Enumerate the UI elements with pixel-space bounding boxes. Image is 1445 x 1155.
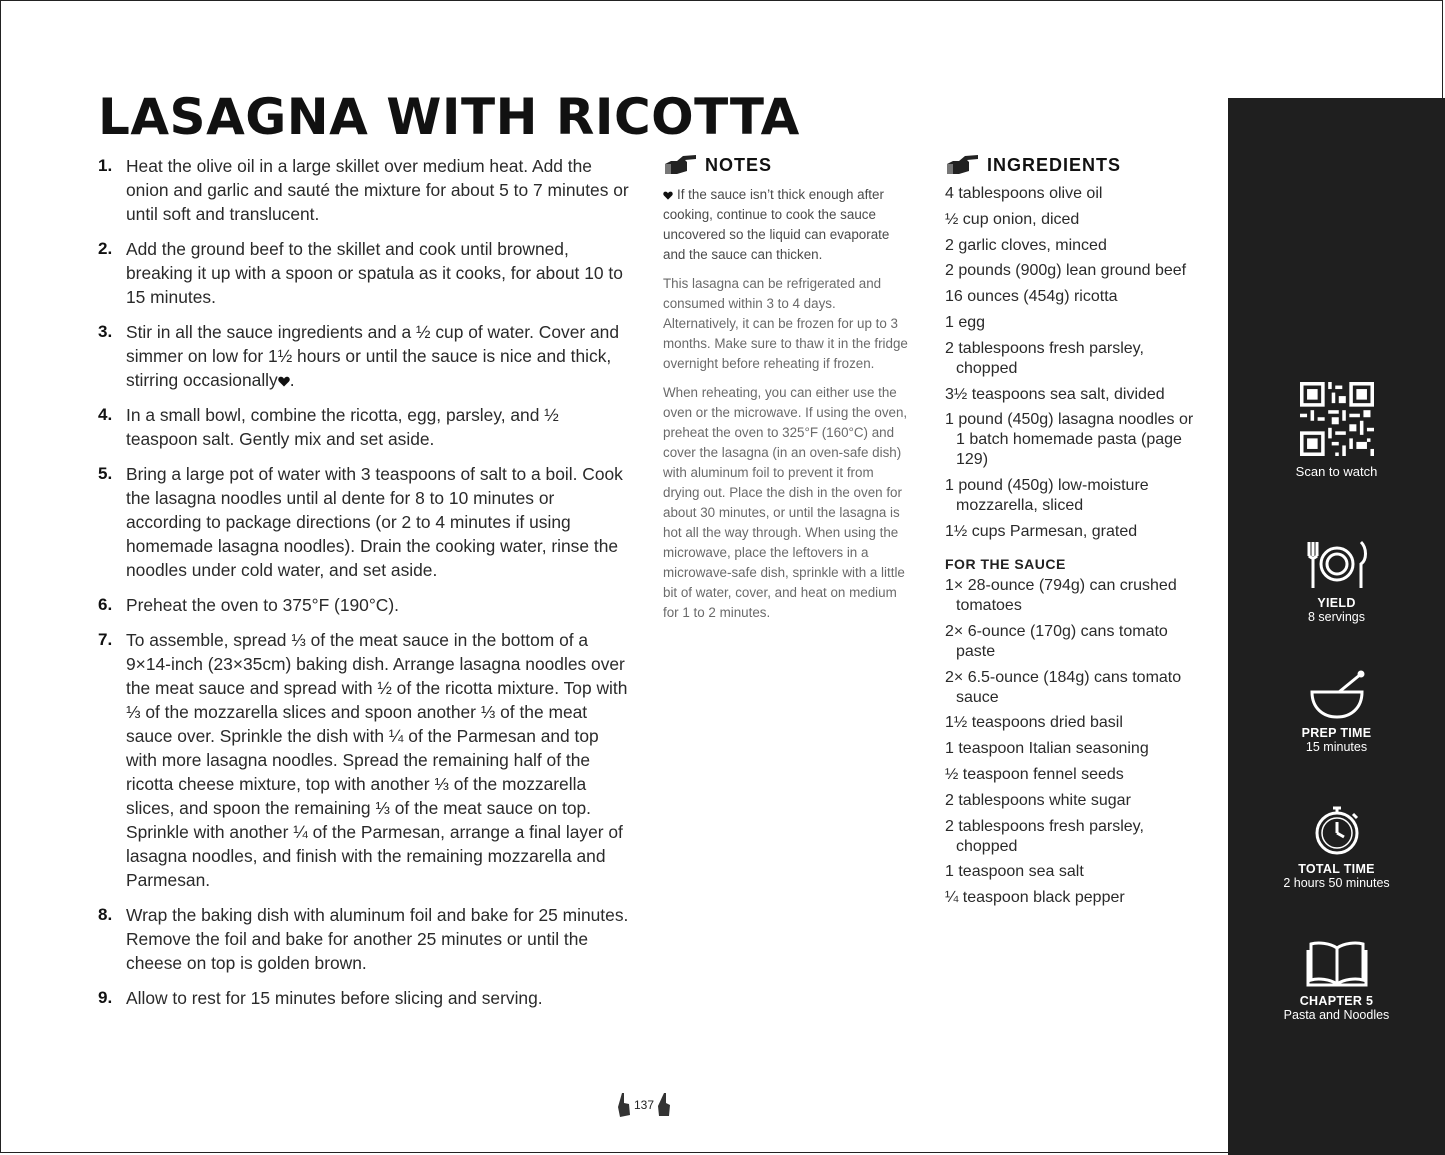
step-item xyxy=(98,237,633,309)
note-paragraph: This lasagna can be refrigerated and consumed within 3 to 4 days. Alternatively, it can be frozen for up to 3 months. Make sure to thaw it in the fridge overnight before reheating if frozen. xyxy=(663,276,908,371)
pointing-hand-icon xyxy=(945,152,981,178)
ingredient-item: 1½ teaspoons dried basil xyxy=(945,714,1123,732)
step-text: To assemble, spread ⅓ of the meat sauce in the bottom of a 9×14-inch (23×35cm) baking dish. Arrange lasagna noodles over the meat sauce and spread with ½ of the ricotta mixture. Top with ⅓ of the mozzarella slices and spoon another ⅓ of the meat sauce over. Sprinkle the dish with ¼ of the Parmesan and top with more lasagna noodles. Spread the remaining half of the ricotta cheese mixture, top with another ⅓ of the mozzarella slices, and spoon the remaining ⅓ of the meat sauce on top. Sprinkle with another ¼ of the Parmesan, arrange a final layer of lasagna noodles, and finish with the remaining mozzarella and Parmesan. xyxy=(126,630,628,890)
ingredient-item: 16 ounces (454g) ricotta xyxy=(945,288,1118,306)
ingredient-item: 2× 6.5-ounce (184g) cans tomato sauce xyxy=(945,668,1182,706)
pointing-hand-icon xyxy=(616,1091,632,1119)
yield-value: 8 servings xyxy=(1308,610,1365,624)
total-time-value: 2 hours 50 minutes xyxy=(1283,876,1390,890)
ingredient-item: 3½ teaspoons sea salt, divided xyxy=(945,385,1165,403)
heart-icon xyxy=(663,191,673,200)
note-paragraph: When reheating, you can either use the oven or the microwave. If using the oven, preheat the oven to 325°F (160°C) and cover the lasagna (in an oven-safe dish) with aluminum foil to prevent it from drying out. Place the dish in the oven for about 30 minutes, or until the lasagna is hot all the way through. When using the microwave, place the leftovers in a microwave-safe dish, sprinkle with a little bit of water, cover, and heat on medium for 1 to 2 minutes. xyxy=(663,385,908,620)
step-item xyxy=(98,154,633,226)
stopwatch-icon xyxy=(1311,804,1363,856)
sauce-heading: FOR THE SAUCE xyxy=(945,555,1066,572)
yield-title: YIELD xyxy=(1317,596,1356,610)
recipe-title: LASAGNA WITH RICOTTA xyxy=(98,88,800,146)
ingredient-item: 4 tablespoons olive oil xyxy=(945,185,1103,202)
step-item xyxy=(98,462,633,582)
step-number: 3. xyxy=(98,322,113,341)
open-book-icon xyxy=(1306,938,1368,988)
mixing-bowl-icon xyxy=(1307,670,1367,720)
plate-cutlery-icon xyxy=(1305,538,1369,590)
heart-icon xyxy=(278,376,290,387)
qr-code-icon[interactable] xyxy=(1300,382,1374,456)
step-text-wrap: Stir in all the sauce ingredients and a ½ cup of water. Cover and simmer on low for 1½ hours or until the sauce is nice and thick, stirring occasionally . xyxy=(126,322,620,390)
step-item xyxy=(98,986,633,1010)
ingredient-item: ¼ teaspoon black pepper xyxy=(945,889,1125,907)
step-item xyxy=(98,903,633,975)
ingredient-item: 1 egg xyxy=(945,313,986,331)
chapter-value: Pasta and Noodles xyxy=(1283,1008,1390,1022)
ingredient-item: 2 pounds (900g) lean ground beef xyxy=(945,262,1187,280)
ingredient-item: 1 teaspoon Italian seasoning xyxy=(945,740,1149,758)
ingredient-item: 1½ cups Parmesan, grated xyxy=(945,522,1138,540)
step-item xyxy=(98,593,633,617)
pointing-hand-icon xyxy=(656,1091,672,1119)
page-number: 137 xyxy=(633,1098,655,1112)
ingredient-item: ½ teaspoon fennel seeds xyxy=(945,765,1124,783)
step-text: Preheat the oven to 375°F (190°C). xyxy=(126,595,399,615)
note-text: If the sauce isn’t thick enough after cooking, continue to cook the sauce uncovered so the liquid can evaporate and the sauce can thicken. xyxy=(663,187,890,262)
notes-section xyxy=(663,150,913,632)
step-number: 4. xyxy=(98,405,113,424)
ingredient-item: 2 garlic cloves, minced xyxy=(945,236,1107,254)
step-text: Bring a large pot of water with 3 teaspoons of salt to a boil. Cook the lasagna noodles until al dente for 8 to 10 minutes or according to package directions (or 2 to 4 minutes if using homemade lasagna noodles). Drain the cooking water, rinse the noodles under cold water, and set aside. xyxy=(126,464,623,580)
recipe-sidebar xyxy=(1228,98,1445,1155)
ingredient-item: 2 tablespoons white sugar xyxy=(945,791,1131,809)
ingredients-heading: INGREDIENTS xyxy=(987,154,1122,175)
step-text: Allow to rest for 15 minutes before slicing and serving. xyxy=(126,988,543,1008)
pointing-hand-icon xyxy=(663,152,699,178)
step-number: 8. xyxy=(98,905,113,924)
ingredients-list xyxy=(945,184,1205,542)
ingredient-item: 1 teaspoon sea salt xyxy=(945,863,1084,881)
step-number: 6. xyxy=(98,595,113,614)
scan-to-watch-label: Scan to watch xyxy=(1295,464,1378,479)
ingredient-item: 2 tablespoons fresh parsley, chopped xyxy=(945,817,1144,855)
prep-time-value: 15 minutes xyxy=(1305,740,1368,754)
step-item xyxy=(98,403,633,451)
step-number: 7. xyxy=(98,630,113,649)
ingredient-item: ½ cup onion, diced xyxy=(945,210,1080,228)
chapter-block xyxy=(1228,938,1445,1022)
step-number: 9. xyxy=(98,988,113,1007)
ingredient-item: 1 pound (450g) lasagna noodles or 1 batch homemade pasta (page 129) xyxy=(945,411,1194,469)
notes-header xyxy=(663,150,913,180)
ingredient-item: 1× 28-ounce (794g) can crushed tomatoes xyxy=(945,576,1177,614)
total-time-block xyxy=(1228,804,1445,890)
step-number: 1. xyxy=(98,156,113,175)
step-number: 2. xyxy=(98,239,113,258)
chapter-title: CHAPTER 5 xyxy=(1299,994,1374,1008)
prep-time-title: PREP TIME xyxy=(1301,726,1372,740)
ingredient-item: 1 pound (450g) low-moisture mozzarella, sliced xyxy=(945,477,1149,515)
step-number: 5. xyxy=(98,464,113,483)
step-text: In a small bowl, combine the ricotta, egg, parsley, and ½ teaspoon salt. Gently mix and set aside. xyxy=(126,405,559,449)
total-time-title: TOTAL TIME xyxy=(1298,862,1375,876)
ingredients-header xyxy=(945,150,1205,180)
prep-time-block xyxy=(1228,670,1445,754)
step-item xyxy=(98,320,633,392)
yield-block xyxy=(1228,538,1445,624)
step-item xyxy=(98,628,633,892)
page-footer xyxy=(614,1090,674,1120)
step-text: Add the ground beef to the skillet and cook until browned, breaking it up with a spoon or spatula as it cooks, for about 10 to 15 minutes. xyxy=(126,239,623,307)
note-paragraph xyxy=(663,185,913,265)
notes-heading: NOTES xyxy=(705,154,773,175)
sauce-ingredients-list xyxy=(945,576,1205,908)
ingredients-section xyxy=(945,150,1205,914)
steps-list xyxy=(98,154,633,1021)
qr-block[interactable] xyxy=(1228,382,1445,479)
step-text: Stir in all the sauce ingredients and a ½ cup of water. Cover and simmer on low for 1½ hours or until the sauce is nice and thick, stirring occasionally xyxy=(126,322,620,390)
ingredient-item: 2 tablespoons fresh parsley, chopped xyxy=(945,339,1144,377)
step-text: Heat the olive oil in a large skillet over medium heat. Add the onion and garlic and sauté the mixture for about 5 to 7 minutes or until soft and translucent. xyxy=(126,156,629,224)
step-text: Wrap the baking dish with aluminum foil and bake for 25 minutes. Remove the foil and bake for another 25 minutes or until the cheese on top is golden brown. xyxy=(126,905,629,973)
ingredient-item: 2× 6-ounce (170g) cans tomato paste xyxy=(945,622,1168,660)
